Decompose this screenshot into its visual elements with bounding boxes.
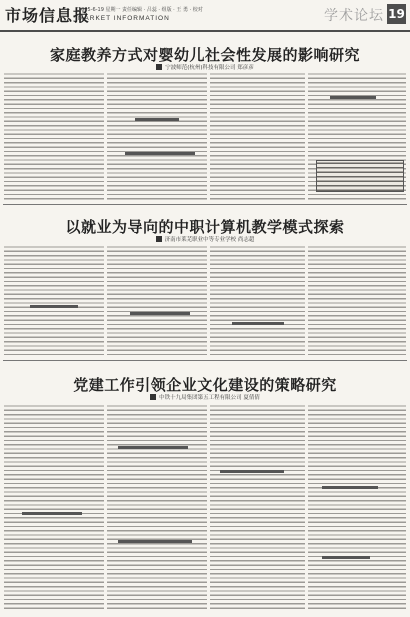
article-3-subhead-1 [22,512,82,515]
article-2-subhead-1 [30,305,78,308]
article-1-title: 家庭教养方式对婴幼儿社会性发展的影响研究 [49,46,360,64]
article-1-subhead-3 [330,96,376,99]
article-3-column-4 [308,404,406,612]
article-3-subhead-5 [322,486,378,489]
divider-2 [3,360,407,361]
article-1-column-3 [210,72,305,200]
article-3-column-1 [4,404,104,612]
article-2-subhead-3 [232,322,284,325]
article-3-column-3 [210,404,305,612]
article-1-column-2 [107,72,207,200]
article-2-title: 以就业为导向的中职计算机教学模式探索 [65,218,345,236]
article-2-author: 济南市莱芜职业中等专业学校 尚志超 [0,235,410,243]
article-3-subhead-6 [322,556,370,559]
article-2-column-1 [4,245,104,355]
article-3-author: 中铁十九局集团第五工程有限公司 夏倩倩 [0,393,410,401]
divider-1 [3,204,407,205]
article-2-column-2 [107,245,207,355]
article-1-pull-quote [316,160,404,192]
page-number: 19 [387,4,406,24]
article-1-subhead-2 [125,152,195,155]
page-header [0,0,410,32]
article-3-title: 党建工作引领企业文化建设的策略研究 [73,376,337,394]
article-3-subhead-4 [220,470,284,473]
article-2-column-3 [210,245,305,355]
issue-meta: 2025-6-19 星期一 责任编辑 · 吕蕊 · 组版 · 王 勇 · 校对 [78,7,203,13]
article-3-column-2 [107,404,207,612]
article-3-subhead-3 [118,540,192,543]
article-3-subhead-2 [118,446,188,449]
masthead: 市场信息报 [5,6,91,25]
article-2-column-4 [308,245,406,355]
masthead-subtitle: MARKET INFORMATION [78,15,170,22]
article-1-column-1 [4,72,104,200]
article-1-subhead-1 [135,118,179,121]
article-1-author: 宁波师范(杭州)科技有限公司 郑彦彦 [0,63,410,71]
article-2-subhead-2 [130,312,190,315]
section-name: 学术论坛 [324,8,384,24]
